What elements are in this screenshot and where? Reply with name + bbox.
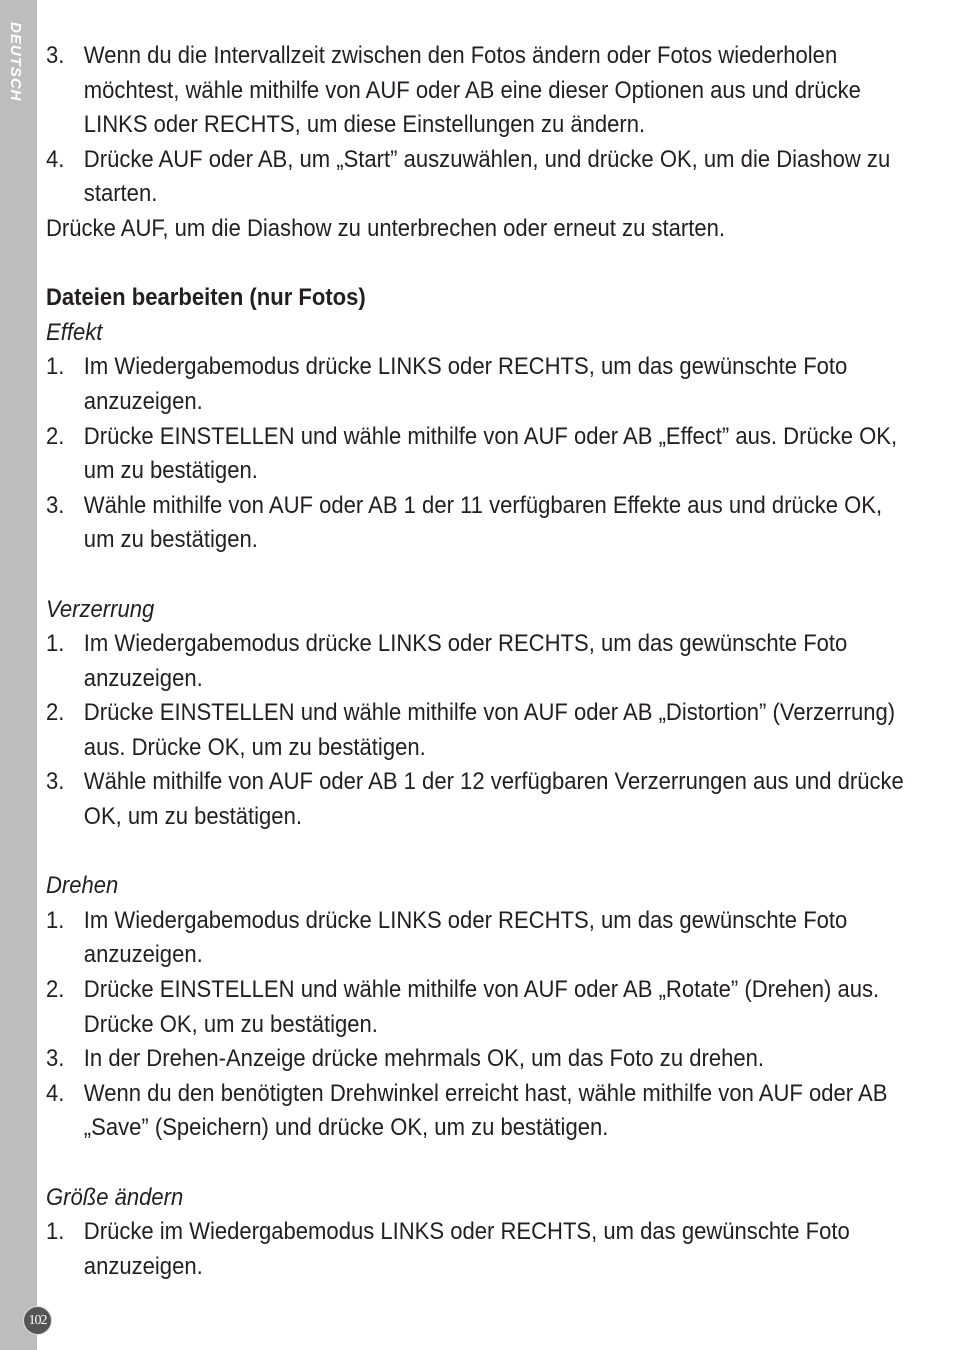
list-item: [46, 420, 906, 489]
step-number: 3.: [46, 491, 65, 519]
step-text: Im Wiedergabemodus drücke LINKS oder RECHTS, um das gewünschte Foto anzuzeigen.: [83, 353, 848, 415]
slideshow-note: Drücke AUF, um die Diashow zu unterbrechen oder erneut zu starten.: [46, 214, 726, 242]
step-text: Wähle mithilfe von AUF oder AB 1 der 12 verfügbaren Verzerrungen aus und drücke OK, um zu bestätigen.: [83, 768, 904, 831]
page-content: [46, 39, 906, 1284]
subsection-title-verzerrung: Verzerrung: [46, 595, 155, 623]
step-number: 4.: [46, 145, 65, 173]
step-text: Drücke EINSTELLEN und wähle mithilfe von AUF oder AB „Rotate” (Drehen) aus. Drücke OK, um zu bestätigen.: [83, 976, 880, 1038]
page-number: 102: [23, 1306, 52, 1335]
step-text: Im Wiedergabemodus drücke LINKS oder RECHTS, um das gewünschte Foto anzuzeigen.: [83, 630, 848, 692]
subsection-title-drehen: Drehen: [46, 872, 119, 900]
list-item: [46, 1077, 906, 1146]
step-text: Wähle mithilfe von AUF oder AB 1 der 11 verfügbaren Effekte aus und drücke OK, um zu bestätigen.: [83, 491, 883, 554]
list-item: [46, 489, 906, 558]
step-number: 2.: [46, 699, 65, 727]
step-text: Drücke AUF oder AB, um „Start” auszuwählen, und drücke OK, um die Diashow zu starten.: [83, 145, 891, 208]
list-item: [46, 765, 906, 834]
list-item: [46, 904, 906, 973]
subsection-title-groesse: Größe ändern: [46, 1183, 184, 1211]
step-number: 1.: [46, 906, 65, 934]
list-item: [46, 1215, 906, 1284]
step-text: Im Wiedergabemodus drücke LINKS oder RECHTS, um das gewünschte Foto anzuzeigen.: [83, 906, 848, 969]
step-text: Drücke im Wiedergabemodus LINKS oder RECHTS, um das gewünschte Foto anzuzeigen.: [83, 1218, 850, 1280]
section-heading: Dateien bearbeiten (nur Fotos): [46, 284, 366, 312]
list-item: [46, 39, 906, 143]
list-item: [46, 1042, 906, 1077]
language-sidebar: [0, 0, 37, 1350]
step-number: 4.: [46, 1079, 65, 1107]
list-item: [46, 350, 906, 419]
step-number: 1.: [46, 630, 65, 658]
step-text: Wenn du die Intervallzeit zwischen den Fotos ändern oder Fotos wiederholen möchtest, wähle mithilfe von AUF oder AB eine dieser Optionen aus und drücke LINKS oder RECHTS, um diese Einstellungen zu ändern.: [83, 42, 861, 139]
step-number: 3.: [46, 1045, 65, 1073]
list-item: [46, 696, 906, 765]
step-number: 3.: [46, 42, 65, 69]
language-label: DEUTSCH: [7, 22, 24, 102]
list-item: [46, 627, 906, 696]
step-text: In der Drehen-Anzeige drücke mehrmals OK, um das Foto zu drehen.: [83, 1045, 765, 1073]
subsection-title-effekt: Effekt: [46, 318, 103, 346]
step-number: 3.: [46, 768, 65, 796]
step-number: 1.: [46, 1218, 65, 1246]
step-number: 2.: [46, 422, 65, 450]
step-number: 2.: [46, 976, 65, 1004]
step-text: Drücke EINSTELLEN und wähle mithilfe von AUF oder AB „Effect” aus. Drücke OK, um zu bestätigen.: [83, 422, 898, 485]
list-item: [46, 143, 906, 212]
step-text: Drücke EINSTELLEN und wähle mithilfe von AUF oder AB „Distortion” (Verzerrung) aus. Drücke OK, um zu bestätigen.: [83, 699, 896, 761]
step-number: 1.: [46, 353, 65, 381]
step-text: Wenn du den benötigten Drehwinkel erreicht hast, wähle mithilfe von AUF oder AB „Save” (Speichern) und drücke OK, um zu bestätigen.: [83, 1079, 888, 1142]
list-item: [46, 973, 906, 1042]
